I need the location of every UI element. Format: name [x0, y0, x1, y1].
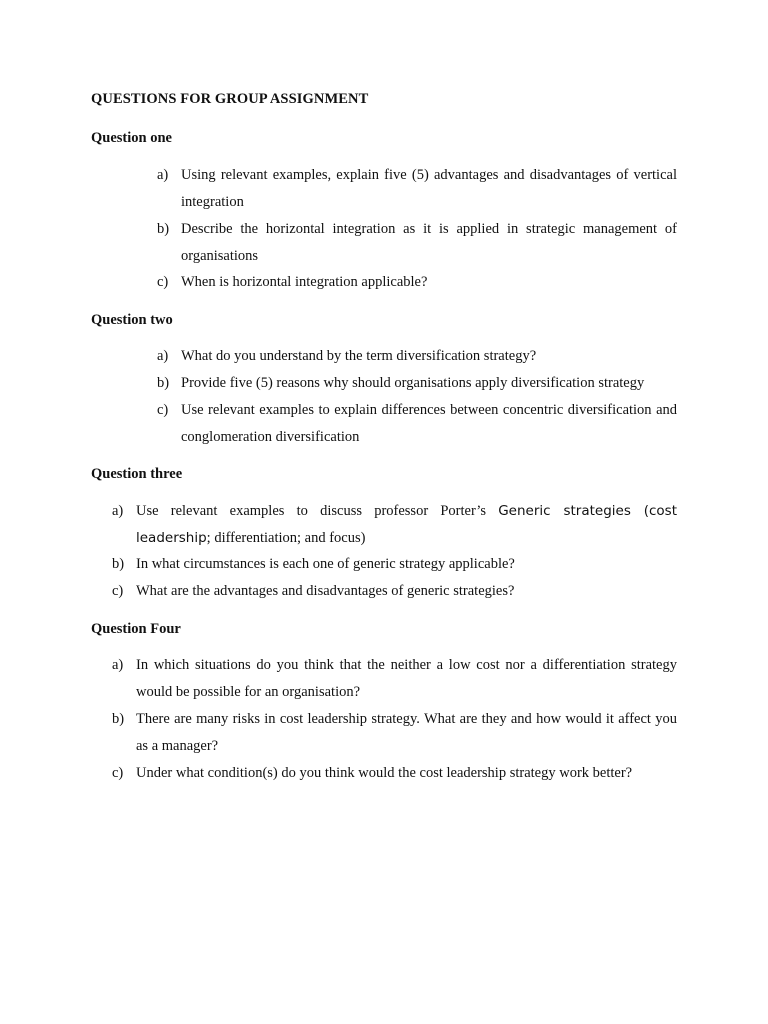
item-text-part: ; differentiation; and focus) [206, 530, 366, 546]
list-item [112, 551, 677, 578]
item-text-part: Generic strategies (cost leadership [136, 503, 677, 546]
document-title: QUESTIONS FOR GROUP ASSIGNMENT [91, 91, 369, 107]
item-marker: b) [112, 711, 125, 727]
question-heading: Question two [91, 312, 173, 328]
list-item [157, 370, 677, 397]
item-text: There are many risks in cost leadership strategy. What are they and how would it affect you as a manager? [136, 711, 677, 754]
item-marker: c) [112, 583, 124, 599]
list-item [112, 498, 677, 552]
item-marker: a) [157, 348, 169, 364]
item-text: Under what condition(s) do you think would the cost leadership strategy work better? [136, 765, 633, 781]
item-marker: a) [112, 657, 124, 673]
item-marker: b) [112, 556, 125, 572]
item-marker: b) [157, 221, 170, 237]
item-text: In which situations do you think that the neither a low cost nor a differentiation strategy would be possible for an organisation? [136, 657, 677, 700]
item-marker: a) [112, 503, 124, 519]
list-item [157, 162, 677, 216]
list-item [157, 216, 677, 270]
list-item [157, 269, 677, 296]
item-marker: c) [112, 765, 124, 781]
item-marker: a) [157, 167, 169, 183]
item-text: What do you understand by the term diversification strategy? [181, 348, 537, 364]
item-text: What are the advantages and disadvantages of generic strategies? [136, 583, 515, 599]
question-heading: Question one [91, 130, 172, 146]
item-text [136, 498, 677, 552]
item-text: Provide five (5) reasons why should organisations apply diversification strategy [181, 375, 645, 391]
item-text-part: Use relevant examples to discuss professor Porter’s [136, 503, 499, 519]
question-heading: Question three [91, 466, 183, 482]
list-item [112, 760, 677, 787]
item-text: When is horizontal integration applicable? [181, 274, 428, 290]
item-text: Use relevant examples to explain differences between concentric diversification and conglomeration diversification [181, 402, 677, 445]
question-heading: Question Four [91, 621, 181, 637]
list-item [112, 578, 677, 605]
item-marker: b) [157, 375, 170, 391]
item-marker: c) [157, 274, 169, 290]
item-marker: c) [157, 402, 169, 418]
list-item [157, 343, 677, 370]
list-item [112, 652, 677, 706]
item-text: Describe the horizontal integration as it is applied in strategic management of organisations [181, 221, 677, 264]
item-text: In what circumstances is each one of generic strategy applicable? [136, 556, 515, 572]
list-item [157, 397, 677, 451]
item-text: Using relevant examples, explain five (5) advantages and disadvantages of vertical integration [181, 167, 677, 210]
list-item [112, 706, 677, 760]
